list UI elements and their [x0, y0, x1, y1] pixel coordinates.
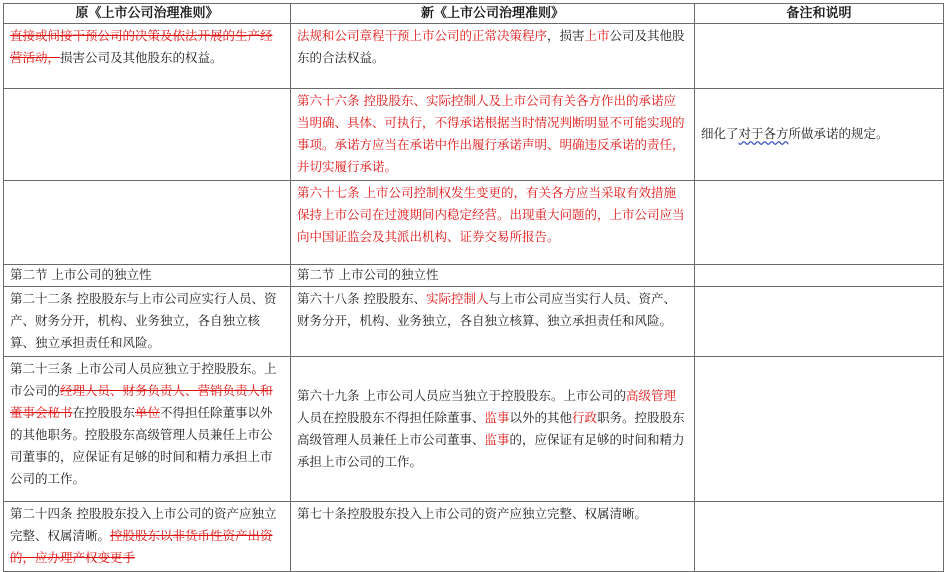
- old-rule-cell: [4, 502, 291, 572]
- old-rule-cell: [4, 89, 291, 181]
- note-cell: [695, 502, 944, 572]
- old-rule-cell: [4, 287, 291, 357]
- note-cell: [695, 89, 944, 181]
- inserted-text: 行政: [572, 409, 598, 425]
- inserted-text: 监事: [484, 409, 510, 425]
- table-row: [4, 502, 944, 572]
- new-rule-cell: [291, 287, 695, 357]
- rule-text: 所做承诺的规定。: [788, 126, 889, 141]
- deleted-text: 控股股东以非货币性资产出资的，应办理产权变更手: [10, 528, 273, 565]
- inserted-text: 第六十七条 上市公司控制权发生变更的，有关各方应当采取有效措施保持上市公司在过渡期间内稳定经营。出现重大问题的，上市公司应当向中国证监会及其派出机构、证券交易所报告。: [297, 185, 685, 244]
- rule-text: 以外的其他: [509, 409, 573, 425]
- header-notes: 备注和说明: [695, 4, 944, 24]
- inserted-text: 第六十六条 控股股东、实际控制人及上市公司有关各方作出的承诺应当明确、具体、可执行，不得承诺根据当时情况判断明显不可能实现的事项。承诺方应当在承诺中作出履行承诺声明、明确违反承诺的责任，并切实履行承诺。: [297, 93, 685, 174]
- rule-text: 第七十条控股股东投入上市公司的资产应独立完整、权属清晰。: [297, 506, 648, 521]
- note-cell: [695, 287, 944, 357]
- deleted-text: 经理人员、财务负责人、营销负责人和董事会秘书: [10, 383, 273, 420]
- rule-text: 第二十三条 上市公司人员应独立于控股股东。上市公司的: [10, 361, 277, 398]
- table-row: [4, 287, 944, 357]
- note-cell: [695, 181, 944, 265]
- inserted-text: 监事: [484, 431, 510, 447]
- note-cell: [695, 24, 944, 89]
- rule-text: 人员在控股股东不得担任除董事、: [297, 409, 485, 425]
- rule-text: 在控股股东: [72, 405, 136, 420]
- inserted-text: 法规和公司章程干预上市公司的正常决策程序: [297, 28, 548, 43]
- new-rule-cell: [291, 357, 695, 502]
- table-header-row: [4, 4, 944, 24]
- comparison-table: [3, 3, 944, 572]
- table-row: [4, 181, 944, 265]
- header-new-rules: 新《上市公司治理准则》: [291, 4, 695, 24]
- rule-text: ，损害: [547, 28, 585, 43]
- new-rule-cell: [291, 89, 695, 181]
- old-rule-cell: [4, 24, 291, 89]
- note-cell: [695, 265, 944, 287]
- rule-text: 细化了: [701, 126, 739, 141]
- header-old-rules: 原《上市公司治理准则》: [4, 4, 291, 24]
- table-row: [4, 265, 944, 287]
- rule-text: 损害公司及其他股东的权益。: [60, 50, 223, 65]
- old-rule-cell: [4, 181, 291, 265]
- new-rule-cell: [291, 265, 695, 287]
- inserted-text: 上市: [584, 28, 610, 43]
- rule-text: 不得担任除董事以外的其他职务。控股股东高级管理人员兼任上市公司董事的，应保证有足够的时间和精力承担上市公司的工作。: [10, 405, 273, 486]
- rule-text: 第二十四条 控股股东投入上市公司的资产应独立完整、权属清晰。: [10, 506, 277, 543]
- old-rule-cell: [4, 357, 291, 502]
- rule-text: 第六十九条 上市公司人员应当独立于控股股东。上市公司的: [297, 387, 626, 403]
- new-rule-cell: [291, 502, 695, 572]
- new-rule-cell: [291, 181, 695, 265]
- rule-text: 第二十二条 控股股东与上市公司应实行人员、资产、财务分开，机构、业务独立，各自独立核算、独立承担责任和风险。: [10, 291, 277, 350]
- inserted-text: 实际控制人: [425, 291, 489, 306]
- rule-text: 第二节 上市公司的独立性: [297, 267, 439, 282]
- rule-text: 第二节 上市公司的独立性: [10, 267, 152, 282]
- rule-text: 的，应保证有足够的时间和精力承担上市公司的工作。: [297, 431, 685, 469]
- note-cell: [695, 357, 944, 502]
- deleted-text: 直接或间接干预公司的决策及依法开展的生产经营活动，: [10, 28, 273, 65]
- new-rule-cell: [291, 24, 695, 89]
- rule-text: 第六十八条 控股股东、: [297, 291, 426, 306]
- table-row: [4, 89, 944, 181]
- inserted-text: 高级管理: [625, 387, 676, 403]
- rule-text: 职务。控股股东高级管理人员兼任上市公司董事、: [297, 409, 685, 447]
- deleted-text: 单位: [135, 405, 161, 420]
- rule-text: 公司及其他股东的合法权益。: [297, 28, 685, 65]
- table-row: [4, 357, 944, 502]
- rule-text: 与上市公司应当实行人员、资产、财务分开，机构、业务独立，各自独立核算、独立承担责任和风险。: [297, 291, 677, 328]
- rule-text: 对于各方: [738, 126, 789, 141]
- old-rule-cell: [4, 265, 291, 287]
- table-row: [4, 24, 944, 89]
